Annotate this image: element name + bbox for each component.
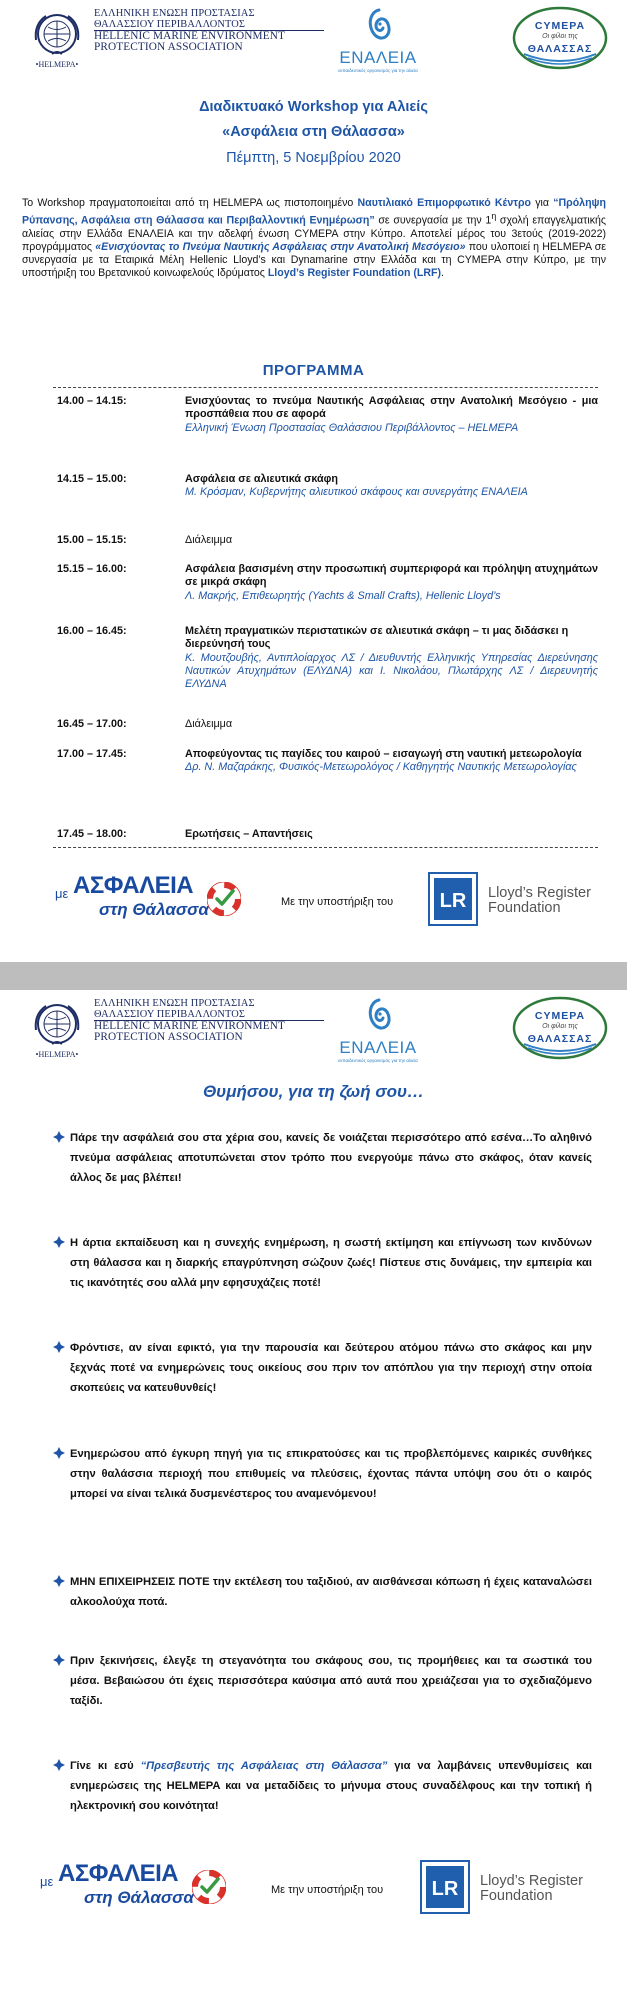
schedule-speaker: Δρ. Ν. Μαζαράκης, Φυσικός-Μετεωρολόγος / Καθηγητής Ναυτικής Μετεωρολογίας [185,761,577,774]
campaign-small: στη Θάλασσα [99,900,209,919]
lrf-mark-icon [428,872,478,926]
support-text: Με την υποστήριξη του [281,896,394,908]
page-1 [0,0,627,962]
enaleia-tagline: εκπαιδευτικός οργανισμός για την αλιεία [338,1058,418,1063]
schedule-time: 14.00 – 14.15: [57,395,127,407]
intro-sup: η [491,211,497,222]
intro-text: σχολή επαγγελματικής αλιείας στην Ελλάδα ΕΝΑΛΕΙΑ και την αδελφή ένωση CYMEPA στην Κύπρο. Αποτελεί μέρος του 3ετούς (2019-2022) προγράμματος [22,214,606,253]
helmepa-emblem-icon [30,1000,84,1048]
cymepa-mid: Οι φίλοι της [542,1023,578,1030]
safety-tip [70,1444,592,1504]
intro-bold-1: Ναυτιλιακό Επιμορφωτικό Κέντρο [357,197,531,209]
header-logos [0,990,627,1070]
page-1-footer [0,862,627,932]
schedule-speaker: Λ. Μακρής, Επιθεωρητής (Yachts & Small Crafts), Hellenic Lloyd’s [185,589,501,602]
tip-text: Η άρτια εκπαίδευση και η συνεχής ενημέρωση, η σωστή εκτίμηση και επίγνωση των κινδύνων στη θάλασσα και η διαρκής επαγρύπνηση σώζουν ζωές! Πίστευε στις δυνάμεις, την εμπειρία και τις ικανότητές σου αλλά μην εφησυχάζεις ποτέ! [70,1237,592,1289]
cymepa-bottom: ΘΑΛΑΣΣΑΣ [527,1033,593,1045]
cymepa-mid: Οι φίλοι της [542,33,578,40]
helmepa-line-2: ΘΑΛΑΣΣΙΟΥ ΠΕΡΙΒΑΛΛΟΝΤΟΣ [94,19,324,31]
schedule-title: Μελέτη πραγματικών περιστατικών σε αλιευτικά σκάφη – τι μας διδάσκει η διερεύνησή τους [185,625,569,651]
tip-text: Πριν ξεκινήσεις, έλεγξε τη στεγανότητα του σκάφους σου, τις προμήθειες και τα σωστικά του μέσα. Βεβαιώσου ότι έχεις περισσότερα καύσιμα από αυτά που χρειάζεσαι για το σχεδιαζόμενο ταξίδι. [70,1655,592,1707]
lifebuoy-check-icon [192,1870,226,1904]
lrf-line-1: Lloyd’s Register [488,885,591,901]
enaleia-fish-icon [364,6,394,46]
schedule-title: Ασφάλεια σε αλιευτικά σκάφη [185,473,338,485]
schedule-speaker: Κ. Μουτζουβής, Αντιπλοίαρχος ΛΣ / Διευθυντής Ελληνικής Υπηρεσίας Διερεύνησης Ναυτικών Ατυχημάτων (ΕΛΥΔΝΑ) και Ι. Νικολάου, Πλωτάρχης ΛΣ / Διερευνητής ΕΛΥΔΝΑ [185,651,598,691]
page-2 [0,990,627,2005]
helmepa-line-1: ΕΛΛΗΝΙΚΗ ΕΝΩΣΗ ΠΡΟΣΤΑΣΙΑΣ [94,998,255,1009]
schedule-title: Ενισχύοντας το πνεύμα Ναυτικής Ασφάλειας στην Ανατολική Μεσόγειο - μια προσπάθεια που σε αφορά [185,395,598,421]
lifebuoy-check-icon [207,882,241,916]
ambassador-text: “Πρεσβευτής της Ασφάλειας στη Θάλασσα” [140,1760,388,1772]
tip-text: ΜΗΝ ΕΠΙΧΕΙΡΗΣΕΙΣ ΠΟΤΕ την εκτέλεση του ταξιδιού, αν αισθάνεσαι κόπωση ή έχεις καταναλώσει αλκοολούχα ποτά. [70,1576,592,1608]
tip-text: Ενημερώσου από έγκυρη πηγή για τις επικρατούσες και τις προβλεπόμενες καιρικές συνθήκες στην θαλάσσια περιοχή που επιθυμείς να πλεύσεις, έχοντας πάντα υπόψη σου ότι ο καιρός μπορεί να είναι τελικά δυσμενέστερος του αναμενόμενου! [70,1448,592,1500]
campaign-big: ΑΣΦΑΛΕΙΑ [73,872,194,899]
campaign-logo [55,868,255,928]
lrf-logo [420,1860,595,1916]
safety-tip [70,1756,592,1816]
helmepa-line-2: ΘΑΛΑΣΣΙΟΥ ΠΕΡΙΒΑΛΛΟΝΤΟΣ [94,1009,324,1021]
lrf-logo [428,872,603,928]
intro-text: που υλοποιεί η HELMEPA σε συνεργασία με τα Εταιρικά Μέλη Hellenic Lloyd’s και Dynamarine στην Ελλάδα και τη CYMEPA στην Κύπρο, με την υποστήριξη του Βρετανικού κοινωφελούς Ιδρύματος [22,240,607,279]
diamond-bullet-icon [53,1654,65,1666]
helmepa-caption: •HELMEPA• [35,1050,79,1059]
safety-tip [70,1338,592,1398]
lrf-line-2: Foundation [480,1888,553,1904]
page-separator [0,962,627,990]
schedule-time: 17.00 – 17.45: [57,748,127,760]
cymepa-top: CYMEPA [534,20,586,32]
intro-paragraph [22,197,606,280]
helmepa-line-4: PROTECTION ASSOCIATION [94,41,243,53]
enaleia-name: ΕΝΑΛΕΙΑ [339,48,417,67]
divider [53,847,598,848]
helmepa-logo [22,996,312,1064]
support-text: Με την υποστήριξη του [271,1884,384,1896]
schedule-title: Αποφεύγοντας τις παγίδες του καιρού – εισαγωγή στη ναυτική μετεωρολογία [185,748,582,760]
helmepa-line-1: ΕΛΛΗΝΙΚΗ ΕΝΩΣΗ ΠΡΟΣΤΑΣΙΑΣ [94,8,255,19]
diamond-bullet-icon [53,1759,65,1771]
diamond-bullet-icon [53,1236,65,1248]
tip-text: Φρόντισε, αν είναι εφικτό, για την παρουσία και δεύτερου ατόμου πάνω στο σκάφος και μην ξεχνάς ποτέ να ενημερώνεις τους οικείους σου πριν τον απόπλου για την περιοχή στην οποία σκοπεύεις να κατευθυνθείς! [70,1342,592,1394]
enaleia-tagline: εκπαιδευτικός οργανισμός για την αλιεία [338,68,418,73]
schedule-speaker: Ελληνική Ένωση Προστασίας Θαλάσσιου Περιβάλλοντος – HELMEPA [185,421,519,434]
page-2-footer [0,1850,627,1920]
diamond-bullet-icon [53,1341,65,1353]
safety-tip [70,1233,592,1293]
schedule-time: 16.00 – 16.45: [57,625,127,637]
lrf-mark-icon [420,1860,470,1914]
lrf-line-2: Foundation [488,900,561,916]
campaign-logo [40,1856,240,1916]
schedule-speaker: Μ. Κρόσμαν, Κυβερνήτης αλιευτικού σκάφους και συνεργάτης ΕΝΑΛΕΙΑ [185,486,528,499]
programme-name: «Ενισχύοντας το Πνεύμα Ναυτικής Ασφάλειας στην Ανατολική Μεσόγειο» [95,240,466,253]
workshop-subtitle: «Ασφάλεια στη Θάλασσα» [222,124,405,140]
workshop-title: Διαδικτυακό Workshop για Αλιείς [199,99,428,115]
helmepa-logo [22,6,312,74]
helmepa-emblem-icon [30,10,84,58]
enaleia-logo [328,4,428,74]
cymepa-logo [512,6,608,70]
schedule-time: 17.45 – 18.00: [57,828,127,840]
helmepa-line-3: HELLENIC MARINE ENVIRONMENT [94,1020,285,1032]
safety-tip [70,1128,592,1188]
schedule-time: 14.15 – 15.00: [57,473,127,485]
schedule-title: Ασφάλεια βασισμένη στην προσωπική συμπεριφορά και πρόληψη ατυχημάτων σε μικρά σκάφη [185,563,598,589]
intro-text: . [441,267,444,279]
enaleia-logo [328,994,428,1064]
programme-heading: ΠΡΟΓΡΑΜΜΑ [262,362,365,379]
diamond-bullet-icon [53,1131,65,1143]
workshop-date: Πέμπτη, 5 Νοεμβρίου 2020 [226,150,401,166]
campaign-big: ΑΣΦΑΛΕΙΑ [58,1860,179,1887]
safety-tip [70,1651,592,1711]
schedule-time: 15.00 – 15.15: [57,534,127,546]
intro-text: Το Workshop πραγματοποιείται από τη HELMEPA ως πιστοποιημένο [22,197,358,209]
tip-text: για να λαμβάνεις υπενθυμίσεις και ενημερώσεις της HELMEPA και να μεταδίδεις το μήνυμα στους συναδέλφους και την τοπική ή ηλεκτρονική σου κοινότητα! [70,1760,593,1812]
tip-text: Πάρε την ασφάλειά σου στα χέρια σου, κανείς δε νοιάζεται περισσότερο από εσένα…Το αληθινό πνεύμα ασφάλειας αποτυπώνεται στον τρόπο που ενεργούμε πάνω στο σκάφος, όταν κανείς άλλος δε μας βλέπει! [70,1132,592,1184]
enaleia-name: ΕΝΑΛΕΙΑ [339,1038,417,1057]
helmepa-line-3: HELLENIC MARINE ENVIRONMENT [94,30,285,42]
intro-text: για [530,197,554,209]
reminder-title: Θυμήσου, για τη ζωή σου… [202,1082,425,1101]
schedule-title: Διάλειμμα [185,718,233,730]
cymepa-top: CYMEPA [534,1010,586,1022]
schedule-title: Ερωτήσεις – Απαντήσεις [185,828,313,840]
cymepa-bottom: ΘΑΛΑΣΣΑΣ [527,43,593,55]
helmepa-line-4: PROTECTION ASSOCIATION [94,1031,243,1043]
campaign-me: με [55,886,69,901]
tip-text: Γίνε κι εσύ [70,1760,141,1772]
intro-text: σε συνεργασία με την 1 [374,214,492,227]
campaign-me: με [40,1874,54,1889]
diamond-bullet-icon [53,1575,65,1587]
intro-bold-2: “Πρόληψη Ρύπανσης, Ασφάλεια στη Θάλασσα και Περιβαλλοντική Ενημέρωση” [22,197,606,227]
divider [53,387,598,388]
intro-bold-lrf: Lloyd’s Register Foundation (LRF) [267,267,442,279]
schedule-time: 16.45 – 17.00: [57,718,127,730]
diamond-bullet-icon [53,1447,65,1459]
lrf-mark-text: LR [431,1878,459,1900]
schedule-time: 15.15 – 16.00: [57,563,127,575]
header-logos [0,0,627,80]
helmepa-caption: •HELMEPA• [35,60,79,69]
cymepa-logo [512,996,608,1060]
schedule-title: Διάλειμμα [185,534,233,546]
enaleia-fish-icon [364,996,394,1036]
safety-tip [70,1572,592,1612]
lrf-line-1: Lloyd’s Register [480,1873,583,1889]
lrf-mark-text: LR [439,890,467,912]
campaign-small: στη Θάλασσα [84,1888,194,1907]
